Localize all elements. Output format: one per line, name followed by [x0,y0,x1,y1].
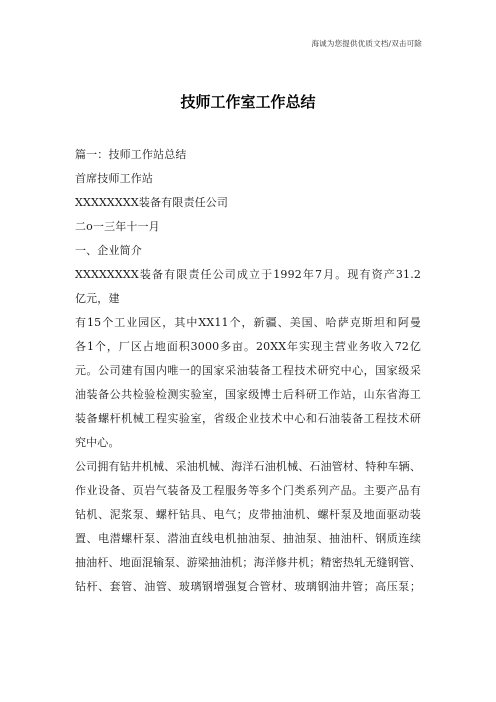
paragraph-line: 钻机、泥浆泵、螺杆钻具、电气；皮带抽油机、螺杆泵及地面驱动装 [75,508,421,521]
paragraph-line: 钻杆、套管、油管、玻璃钢增强复合管材、玻璃钢油井管；高压泵； [75,580,421,593]
paragraph-line: 有15个工业园区，其中XX11个，新疆、美国、哈萨克斯坦和阿曼 [75,316,421,329]
paragraph-line: 亿元，建 [75,292,120,305]
paragraph-line: 篇一：技师工作站总结 [75,148,187,161]
paragraph-line: 置、电潜螺杆泵、潜油直线电机抽油泵、抽油泵、抽油杆、钢质连续 [75,532,421,545]
paragraph-line: 装备螺杆机械工程实验室，省级企业技术中心和石油装备工程技术研 [75,412,421,425]
document-title: 技师工作室工作总结 [180,93,316,111]
paragraph-line: 各1个，厂区占地面积3000多亩。20XX年实现主营业务收入72亿 [75,340,421,353]
paragraph-line: 二o一三年十一月 [75,220,160,233]
paragraph-line: 究中心。 [75,436,120,449]
paragraph-line: 作业设备、页岩气装备及工程服务等多个门类系列产品。主要产品有 [75,484,421,497]
header-note: 海诚为您提供优质文档/双击可除 [311,39,422,48]
paragraph-line: 首席技师工作站 [75,172,154,185]
paragraph-line: 元。公司建有国内唯一的国家采油装备工程技术研究中心，国家级采 [75,364,421,377]
paragraph-line: 一、企业简介 [75,244,142,257]
document-body [75,143,421,599]
paragraph-line: 公司拥有钻井机械、采油机械、海洋石油机械、石油管材、特种车辆、 [75,460,421,473]
paragraph-line: 抽油杆、地面混输泵、游梁抽油机；海洋修井机；精密热轧无缝钢管、 [75,556,421,569]
paragraph-line: XXXXXXXX装备有限责任公司 [75,196,229,209]
paragraph-line: 油装备公共检验检测实验室，国家级博士后科研工作站，山东省海工 [75,388,421,401]
paragraph-line: XXXXXXXX装备有限责任公司成立于1992年7月。现有资产31.2 [75,268,421,281]
